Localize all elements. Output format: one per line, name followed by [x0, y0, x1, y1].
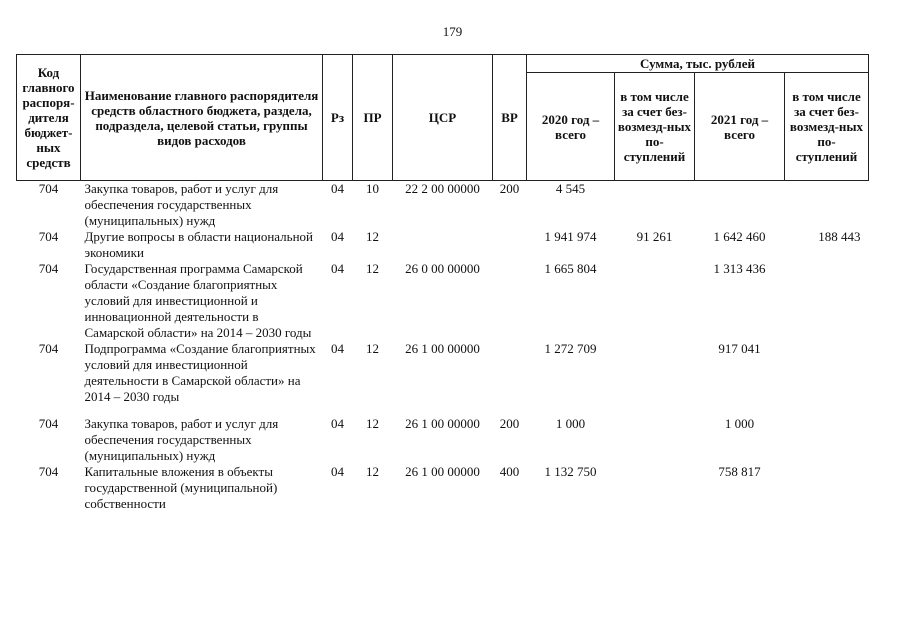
cell-incl-2021: [785, 341, 869, 405]
cell-pr: 12: [366, 261, 379, 276]
cell-code: 704: [38, 341, 59, 356]
cell-rz: 04: [331, 464, 344, 479]
table-row: [17, 181, 869, 230]
cell-code: 704: [38, 464, 59, 479]
cell-incl-2020: [615, 181, 695, 230]
table-header: [17, 55, 869, 181]
cell-vr: 200: [499, 416, 520, 431]
cell-incl-2020: [615, 261, 695, 341]
cell-rz: 04: [331, 416, 344, 431]
cell-csr: 26 1 00 00000: [405, 464, 480, 479]
cell-total-2021: 1 313 436: [713, 261, 766, 276]
header-total-2021: 2021 год – всего: [695, 73, 785, 181]
header-rz: Рз: [323, 55, 353, 181]
cell-code: 704: [38, 181, 59, 196]
header-name: Наименование главного распорядителя средств областного бюджета, раздела, подраздела, целевой статьи, группы видов расходов: [81, 55, 323, 181]
cell-rz: 04: [331, 229, 344, 244]
table-row: [17, 405, 869, 464]
cell-csr: [393, 229, 493, 261]
cell-vr: 400: [499, 464, 520, 479]
budget-table: [16, 54, 869, 512]
cell-total-2021: 917 041: [718, 341, 761, 356]
header-sum-group: Сумма, тыс. рублей: [527, 55, 869, 73]
cell-code: 704: [38, 416, 59, 431]
cell-total-2021: [695, 181, 785, 230]
cell-csr: 26 1 00 00000: [405, 416, 480, 431]
cell-name: Капитальные вложения в объекты государственной (муниципальной) собственности: [84, 464, 278, 511]
cell-pr: 12: [366, 229, 379, 244]
cell-rz: 04: [331, 181, 344, 196]
cell-incl-2021: 188 443: [818, 229, 861, 244]
header-code: Код главного распоря-дителя бюджет-ных средств: [17, 55, 81, 181]
cell-code: 704: [38, 229, 59, 244]
cell-vr: [493, 341, 527, 405]
cell-total-2020: 4 545: [555, 181, 586, 196]
table-row: [17, 341, 869, 405]
table-row: [17, 261, 869, 341]
header-csr: ЦСР: [393, 55, 493, 181]
table-row: [17, 229, 869, 261]
cell-incl-2021: [785, 405, 869, 464]
cell-incl-2020: [615, 464, 695, 512]
cell-code: 704: [38, 261, 59, 276]
cell-name: Подпрограмма «Создание благоприятных условий для инвестиционной деятельности в Самарской области» на 2014 – 2030 годы: [84, 341, 316, 404]
cell-name: Государственная программа Самарской области «Создание благоприятных условий для инвестиционной и инновационной деятельности в Самарской области» на 2014 – 2030 годы: [84, 261, 312, 340]
cell-vr: 200: [499, 181, 520, 196]
cell-pr: 12: [366, 416, 379, 431]
cell-incl-2021: [785, 181, 869, 230]
header-pr: ПР: [353, 55, 393, 181]
page-number: 179: [442, 24, 463, 39]
cell-csr: 26 1 00 00000: [405, 341, 480, 356]
header-incl-2020: в том числе за счет без-возмезд-ных по-ступлений: [615, 73, 695, 181]
cell-pr: 10: [366, 181, 379, 196]
table-row: [17, 464, 869, 512]
header-total-2020: 2020 год – всего: [527, 73, 615, 181]
header-incl-2021: в том числе за счет без-возмезд-ных по-ступлений: [785, 73, 869, 181]
cell-total-2021: 758 817: [718, 464, 761, 479]
cell-incl-2020: [615, 341, 695, 405]
cell-rz: 04: [331, 341, 344, 356]
cell-name: Закупка товаров, работ и услуг для обеспечения государственных (муниципальных) нужд: [84, 181, 279, 228]
cell-incl-2021: [785, 261, 869, 341]
cell-incl-2020: 91 261: [636, 229, 673, 244]
cell-total-2020: 1 000: [555, 416, 586, 431]
cell-pr: 12: [366, 464, 379, 479]
cell-vr: [493, 261, 527, 341]
cell-incl-2020: [615, 405, 695, 464]
cell-csr: 26 0 00 00000: [405, 261, 480, 276]
cell-name: Другие вопросы в области национальной экономики: [84, 229, 313, 260]
cell-total-2020: 1 665 804: [544, 261, 597, 276]
cell-vr: [493, 229, 527, 261]
cell-name: Закупка товаров, работ и услуг для обеспечения государственных (муниципальных) нужд: [84, 416, 279, 463]
cell-csr: 22 2 00 00000: [405, 181, 480, 196]
cell-pr: 12: [366, 341, 379, 356]
cell-total-2021: 1 000: [724, 416, 755, 431]
cell-total-2020: 1 272 709: [544, 341, 597, 356]
header-vr: ВР: [493, 55, 527, 181]
cell-incl-2021: [785, 464, 869, 512]
cell-total-2020: 1 132 750: [544, 464, 597, 479]
cell-total-2021: 1 642 460: [713, 229, 766, 244]
cell-rz: 04: [331, 261, 344, 276]
cell-total-2020: 1 941 974: [544, 229, 597, 244]
